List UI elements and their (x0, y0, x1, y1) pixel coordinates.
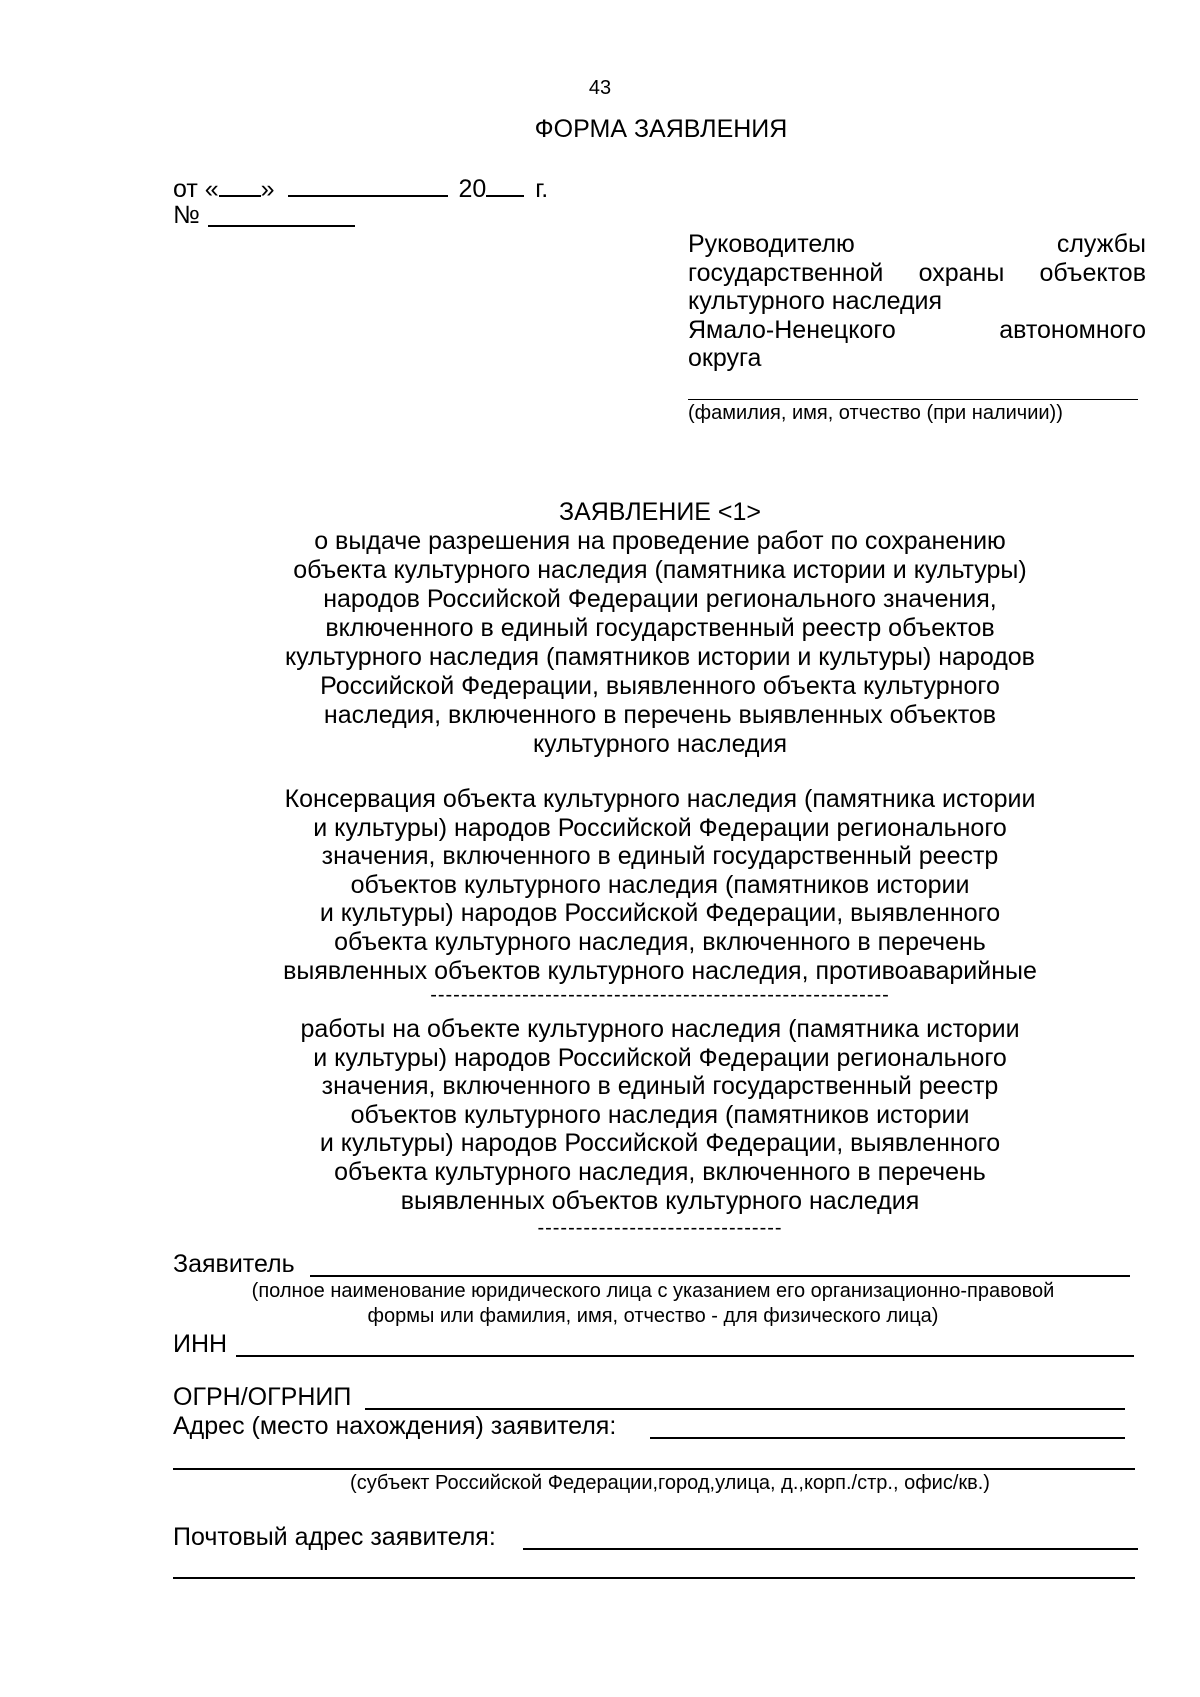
applicant-field[interactable] (310, 1275, 1130, 1277)
date-quote-close: » (260, 175, 275, 203)
application-title-line: о выдаче разрешения на проведение работ по сохранению (314, 527, 1006, 555)
emergency-works-line: значения, включенного в единый государственный реестр (321, 1072, 999, 1101)
address-label: Адрес (место нахождения) заявителя: (173, 1412, 617, 1440)
addressee-line: государственной охраны объектов (688, 258, 1146, 287)
application-title-line: народов Российской Федерации регионального значения, (323, 585, 997, 613)
addressee-line: Руководителю службы (688, 230, 1146, 258)
addressee-name-field[interactable] (688, 399, 1138, 400)
form-title: ФОРМА ЗАЯВЛЕНИЯ (534, 115, 788, 143)
emergency-works-option (230, 1015, 1090, 1215)
applicant-caption-line: формы или фамилия, имя, отчество - для физического лица) (367, 1305, 939, 1327)
address-field[interactable] (650, 1437, 1125, 1439)
applicant-label: Заявитель (173, 1250, 295, 1278)
date-prefix: от « (173, 175, 219, 203)
application-title-line: объекта культурного наследия (памятника истории и культуры) (293, 556, 1027, 584)
conservation-option (230, 785, 1090, 985)
emergency-works-line: работы на объекте культурного наследия (памятника истории (300, 1015, 1020, 1043)
postal-address-label: Почтовый адрес заявителя: (173, 1523, 496, 1551)
month-field[interactable] (288, 173, 448, 197)
conservation-line: объектов культурного наследия (памятников истории (350, 870, 970, 899)
conservation-separator: ------------------------------------------------------------ (430, 985, 890, 1005)
date-row (173, 173, 548, 204)
addressee-block (688, 230, 1146, 373)
year-prefix: 20 (458, 175, 487, 203)
number-row (173, 201, 200, 230)
conservation-line: объекта культурного наследия, включенного в перечень (334, 927, 986, 956)
conservation-line: значения, включенного в единый государственный реестр (321, 842, 999, 871)
address-caption (190, 1471, 1150, 1496)
emergency-works-line: объектов культурного наследия (памятников истории (350, 1100, 970, 1129)
application-title-line: Российской Федерации, выявленного объекта культурного (320, 672, 1000, 700)
number-label: № (173, 201, 200, 229)
application-title-line: включенного в единый государственный реестр объектов (325, 614, 995, 642)
number-field[interactable] (208, 225, 355, 227)
addressee-line: культурного наследия (688, 287, 943, 315)
inn-field[interactable] (236, 1355, 1134, 1357)
application-title-line: культурного наследия (532, 730, 788, 758)
emergency-works-line: и культуры) народов Российской Федерации регионального (313, 1043, 1007, 1072)
applicant-caption-line: (полное наименование юридического лица с указанием его организационно-правовой (251, 1280, 1055, 1302)
year-field[interactable] (486, 173, 524, 197)
page-number: 43 (588, 77, 612, 99)
addressee-line: округа (688, 344, 762, 372)
conservation-line: и культуры) народов Российской Федерации, выявленного (319, 899, 1001, 928)
postal-address-field-continued[interactable] (173, 1577, 1135, 1579)
applicant-caption (173, 1279, 1133, 1329)
application-title (230, 498, 1090, 759)
day-field[interactable] (219, 173, 261, 197)
emergency-works-line: выявленных объектов культурного наследия (400, 1186, 920, 1215)
emergency-works-line: объекта культурного наследия, включенного в перечень (334, 1157, 986, 1186)
application-title-line: наследия, включенного в перечень выявленных объектов (323, 701, 997, 729)
application-title-line: культурного наследия (памятников истории и культуры) народов (285, 643, 1035, 671)
application-title-line: ЗАЯВЛЕНИЕ <1> (558, 498, 762, 526)
ogrn-field[interactable] (365, 1408, 1125, 1410)
postal-address-field[interactable] (523, 1548, 1138, 1550)
conservation-line: выявленных объектов культурного наследия, противоаварийные (283, 956, 1037, 985)
conservation-line: Консервация объекта культурного наследия (памятника истории (284, 785, 1036, 813)
address-field-continued[interactable] (173, 1468, 1135, 1470)
inn-label: ИНН (173, 1330, 228, 1358)
address-caption-text: (субъект Российской Федерации,город,улица, д.,корп./стр., офис/кв.) (350, 1472, 990, 1494)
conservation-line: и культуры) народов Российской Федерации регионального (313, 813, 1007, 842)
ogrn-label: ОГРН/ОГРНИП (173, 1383, 352, 1411)
emergency-works-line: и культуры) народов Российской Федерации, выявленного (319, 1129, 1001, 1158)
year-suffix: г. (535, 175, 549, 203)
emergency-works-separator: -------------------------------- (537, 1218, 783, 1238)
addressee-line: Ямало-Ненецкого автономного (688, 315, 1146, 344)
addressee-caption: (фамилия, имя, отчество (при наличии)) (688, 402, 1063, 424)
